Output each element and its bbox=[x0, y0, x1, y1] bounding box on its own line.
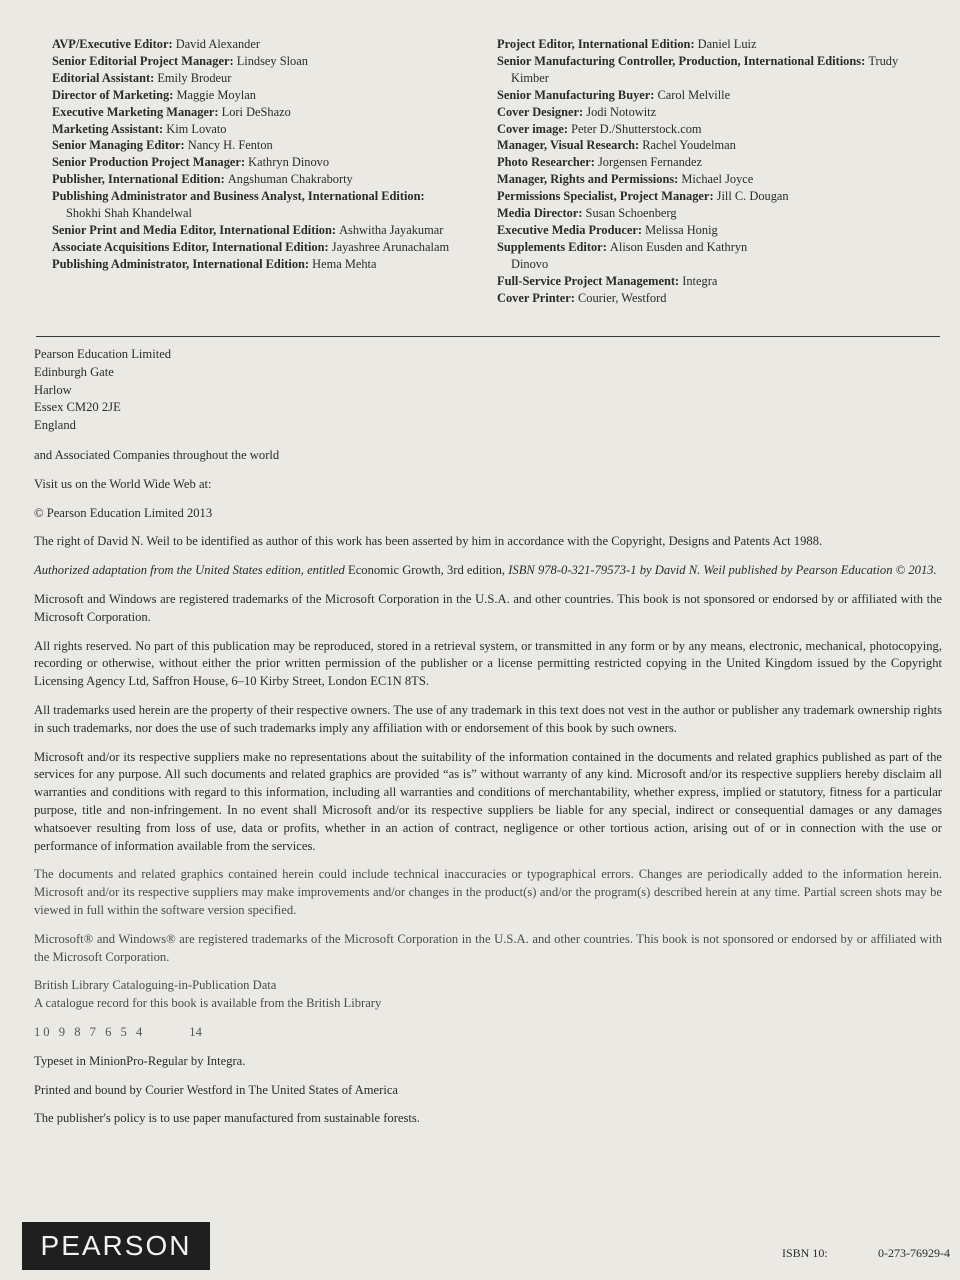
address-line: Edinburgh Gate bbox=[34, 364, 114, 379]
credit-entry: Cover image: Peter D./Shutterstock.com bbox=[497, 121, 702, 136]
rights-reserved: All rights reserved. No part of this publication may be reproduced, stored in a retrieval system, or transmitted in any form or by any means, electronic, mechanical, photocopying, recording or otherwise, without either the prior written permission of the publisher or a license permitting restricted copying in the United Kingdom issued by the Copyright Licensing Agency Ltd, Saffron House, 6–10 Kirby Street, London EC1N 8TS. bbox=[34, 638, 942, 689]
credit-role: Manager, Visual Research bbox=[497, 138, 636, 153]
credit-name: Nancy H. Fenton bbox=[187, 138, 273, 153]
credit-role: Project Editor, International Edition bbox=[497, 37, 691, 51]
credit-name: Maggie Moylan bbox=[176, 87, 256, 102]
catalogue-record: A catalogue record for this book is available from the British Library bbox=[34, 996, 382, 1011]
credit-name: Carol Melville bbox=[657, 87, 731, 102]
isbn-block bbox=[782, 1243, 950, 1263]
credit-entry: Editorial Assistant: Emily Brodeur bbox=[52, 70, 232, 85]
credit-entry: Senior Manufacturing Buyer: Carol Melville bbox=[497, 87, 731, 102]
credit-name: David Alexander bbox=[175, 37, 260, 51]
credit-name: Jill C. Dougan bbox=[716, 189, 789, 204]
credit-entry: Senior Managing Editor: Nancy H. Fenton bbox=[52, 138, 273, 153]
credit-name: Melissa Honig bbox=[645, 222, 718, 237]
credit-role: Publisher, International Edition bbox=[52, 172, 221, 187]
credit-role: Permissions Specialist, Project Manager bbox=[497, 189, 710, 204]
credit-entry: Supplements Editor: Alison Eusden and Kathryn Dinovo bbox=[497, 239, 748, 271]
credit-role: Senior Manufacturing Controller, Production, International Editions bbox=[497, 53, 862, 68]
credit-name: Rachel Youdelman bbox=[642, 138, 736, 153]
credit-entry: Publishing Administrator and Business Analyst, International Edition: Shokhi Shah Khandelwal bbox=[52, 189, 425, 221]
address-line: England bbox=[34, 418, 76, 433]
credit-role: AVP/Executive Editor bbox=[52, 37, 169, 51]
publisher-address bbox=[34, 346, 942, 435]
credit-role: Cover Designer bbox=[497, 104, 580, 119]
credit-role: Senior Print and Media Editor, International Edition bbox=[52, 222, 332, 237]
documents-errors-notice: The documents and related graphics contained herein could include technical inaccuracies or typographical errors. Changes are periodically added to the information herein. Microsoft and/or its respective suppliers may make improvements and/or changes in the product(s) and/or the program(s) described herein at any time. Partial screen shots may be viewed in full within the software version specified. bbox=[34, 867, 942, 917]
credit-name: Jayashree Arunachalam bbox=[331, 239, 450, 254]
credit-entry: Director of Marketing: Maggie Moylan bbox=[52, 87, 256, 102]
credit-entry: Permissions Specialist, Project Manager: Jill C. Dougan bbox=[497, 189, 789, 204]
credit-entry: Project Editor, International Edition: Daniel Luiz bbox=[497, 37, 757, 51]
credit-name: Kim Lovato bbox=[166, 121, 227, 136]
credit-entry: Executive Marketing Manager: Lori DeShazo bbox=[52, 104, 291, 119]
credit-entry: AVP/Executive Editor: David Alexander bbox=[52, 37, 260, 51]
credit-name: Peter D./Shutterstock.com bbox=[571, 121, 702, 136]
printed-bound-note: Printed and bound by Courier Westford in The United States of America bbox=[34, 1082, 399, 1097]
adaptation-notice: Authorized adaptation from the United States edition, entitled Economic Growth, 3rd edition, ISBN 978-0-321-79573-1 by David N. Weil published by Pearson Education © 2013. bbox=[34, 563, 937, 578]
credit-role: Publishing Administrator, International Edition bbox=[52, 256, 305, 271]
credit-role: Executive Marketing Manager bbox=[52, 104, 215, 119]
credit-entry: Senior Editorial Project Manager: Lindsey Sloan bbox=[52, 53, 308, 68]
credit-entry: Executive Media Producer: Melissa Honig bbox=[497, 222, 718, 237]
credit-entry: Marketing Assistant: Kim Lovato bbox=[52, 121, 227, 136]
address-line: Essex CM20 2JE bbox=[34, 400, 121, 415]
trademark-notice-2: Microsoft® and Windows® are registered trademarks of the Microsoft Corporation in the U.S.A. and other countries. This book is not sponsored or endorsed by or affiliated with the Microsoft Corporation. bbox=[34, 931, 942, 964]
copyright-notice: © Pearson Education Limited 2013 bbox=[34, 505, 213, 520]
credit-role: Publishing Administrator and Business Analyst, International Edition bbox=[52, 189, 421, 204]
credit-role: Senior Manufacturing Buyer bbox=[497, 87, 651, 102]
credit-entry: Senior Production Project Manager: Kathryn Dinovo bbox=[52, 155, 330, 170]
credit-role: Photo Researcher bbox=[497, 155, 591, 170]
credit-entry: Senior Manufacturing Controller, Production, International Editions: Trudy Kimber bbox=[497, 53, 899, 85]
paper-policy: The publisher's policy is to use paper manufactured from sustainable forests. bbox=[34, 1111, 420, 1126]
credit-entry: Manager, Rights and Permissions: Michael Joyce bbox=[497, 172, 754, 187]
credits-left-column bbox=[52, 36, 452, 273]
credit-entry: Cover Designer: Jodi Notowitz bbox=[497, 104, 657, 119]
credit-entry: Photo Researcher: Jorgensen Fernandez bbox=[497, 155, 702, 170]
pearson-logo: PEARSON bbox=[22, 1222, 210, 1270]
credit-role: Media Director bbox=[497, 206, 579, 221]
credit-name: Emily Brodeur bbox=[157, 70, 232, 85]
credit-entry: Associate Acquisitions Editor, International Edition: Jayashree Arunachalam bbox=[52, 239, 450, 254]
credit-role: Marketing Assistant bbox=[52, 121, 160, 136]
credit-role: Cover image bbox=[497, 121, 564, 136]
credit-name: Courier, Westford bbox=[577, 290, 667, 305]
copyright-body bbox=[34, 346, 942, 1139]
credit-entry: Publishing Administrator, International Edition: Hema Mehta bbox=[52, 256, 377, 271]
credit-name: Shokhi Shah Khandelwal bbox=[66, 206, 192, 221]
credit-name: Integra bbox=[682, 273, 718, 288]
credit-name: Alison Eusden and Kathryn Dinovo bbox=[511, 239, 748, 271]
credit-role: Senior Managing Editor bbox=[52, 138, 181, 153]
credit-role: Senior Production Project Manager bbox=[52, 155, 241, 170]
credit-role: Senior Editorial Project Manager bbox=[52, 53, 230, 68]
credit-name: Jodi Notowitz bbox=[586, 104, 657, 119]
credit-name: Lindsey Sloan bbox=[236, 53, 308, 68]
credit-name: Lori DeShazo bbox=[221, 104, 291, 119]
book-title: Economic Growth, 3rd bbox=[348, 563, 464, 578]
credit-entry: Senior Print and Media Editor, International Edition: Ashwitha Jayakumar bbox=[52, 222, 444, 237]
credit-name: Michael Joyce bbox=[681, 172, 754, 187]
credit-entry: Media Director: Susan Schoenberg bbox=[497, 206, 677, 221]
credit-entry: Manager, Visual Research: Rachel Youdelman bbox=[497, 138, 736, 153]
credit-name: Susan Schoenberg bbox=[585, 206, 677, 221]
credit-role: Cover Printer bbox=[497, 290, 571, 305]
typeset-note: Typeset in MinionPro-Regular by Integra. bbox=[34, 1053, 246, 1068]
credit-entry: Cover Printer: Courier, Westford bbox=[497, 290, 667, 305]
credit-name: Kathryn Dinovo bbox=[248, 155, 330, 170]
credit-role: Editorial Assistant bbox=[52, 70, 151, 85]
credit-role: Associate Acquisitions Editor, International Edition bbox=[52, 239, 325, 254]
isbn-value: 0-273-76929-4 bbox=[878, 1246, 950, 1260]
credit-role: Manager, Rights and Permissions bbox=[497, 172, 675, 187]
credit-role: Executive Media Producer bbox=[497, 222, 638, 237]
credits-right-column bbox=[497, 36, 937, 307]
address-line: Pearson Education Limited bbox=[34, 347, 172, 361]
author-rights: The right of David N. Weil to be identified as author of this work has been asserted by him in accordance with the Copyright, Designs and Patents Act 1988. bbox=[34, 534, 823, 549]
credit-name: Ashwitha Jayakumar bbox=[339, 222, 444, 237]
credit-entry: Full-Service Project Management: Integra bbox=[497, 273, 718, 288]
microsoft-disclaimer: Microsoft and/or its respective suppliers make no representations about the suitability of the information contained in the documents and related graphics published as part of the services for any purpose. All such documents and related graphics are provided “as is” without warranty of any kind. Microsoft and/or its respective suppliers hereby disclaim all warranties and conditions with regard to this information, including all warranties and conditions of merchantability, whether express, implied or statutory, fitness for a particular purpose, title and non-infringement. In no event shall Microsoft and/or its respective suppliers be liable for any special, indirect or consequential damages or any damages whatsoever resulting from loss of use, data or profits, whether in an action of contract, negligence or other tortious action, arising out of or in connection with the use or performance of information available from the services. bbox=[34, 749, 942, 853]
credit-name: Jorgensen Fernandez bbox=[597, 155, 702, 170]
credit-entry: Publisher, International Edition: Angshuman Chakraborty bbox=[52, 172, 353, 187]
credit-name: Angshuman Chakraborty bbox=[227, 172, 353, 187]
credit-role: Director of Marketing bbox=[52, 87, 170, 102]
isbn-label: ISBN 10: bbox=[782, 1246, 828, 1260]
associated-companies: and Associated Companies throughout the world bbox=[34, 447, 280, 462]
trademark-notice: Microsoft and Windows are registered trademarks of the Microsoft Corporation in the U.S.A. and other countries. This book is not sponsored or endorsed by or affiliated with the Microsoft Corporation. bbox=[34, 591, 942, 624]
british-library: British Library Cataloguing-in-Publication Data bbox=[34, 978, 277, 993]
credit-name: Trudy Kimber bbox=[511, 53, 899, 85]
credit-role: Supplements Editor bbox=[497, 239, 603, 254]
credit-role: Full-Service Project Management bbox=[497, 273, 675, 288]
website-line: Visit us on the World Wide Web at: bbox=[34, 476, 212, 491]
trademarks-owners: All trademarks used herein are the property of their respective owners. The use of any trademark in this text does not vest in the author or publisher any trademark ownership rights in such trademarks, nor does the use of such trademarks imply any affiliation with or endorsement of this book by such owners. bbox=[34, 702, 942, 735]
address-line: Harlow bbox=[34, 382, 72, 397]
printing-line: 10 9 8 7 6 5 4 14 bbox=[34, 1024, 202, 1039]
credit-name: Hema Mehta bbox=[312, 256, 377, 271]
credit-name: Daniel Luiz bbox=[697, 37, 757, 51]
divider-rule bbox=[36, 336, 940, 337]
